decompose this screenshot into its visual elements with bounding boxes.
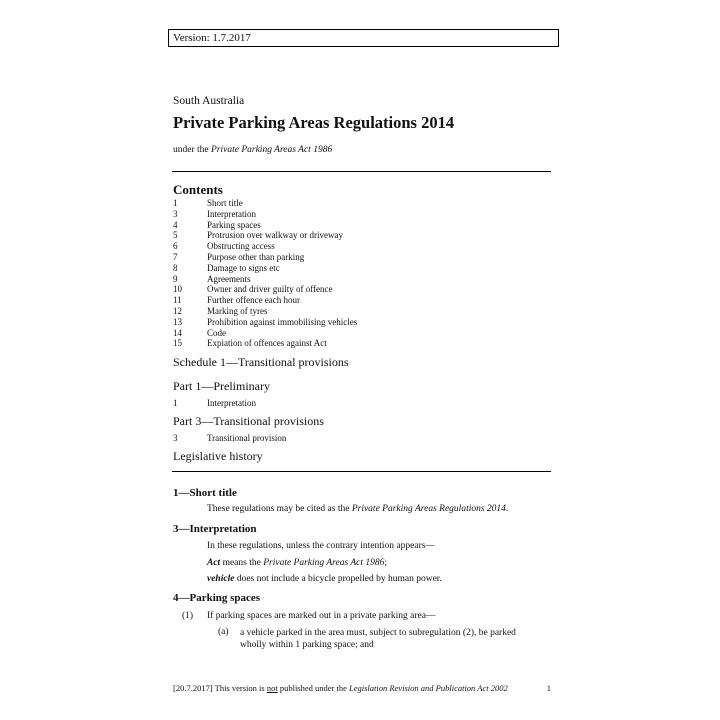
section-3-intro: In these regulations, unless the contrary intention appears— <box>207 541 435 551</box>
toc-item[interactable] <box>173 328 551 339</box>
toc-item-number: 11 <box>173 295 182 306</box>
toc-legislative-history[interactable]: Legislative history <box>173 449 263 463</box>
section-1-heading: 1—Short title <box>173 487 237 499</box>
toc-item[interactable] <box>173 306 551 317</box>
toc-item[interactable] <box>173 317 551 328</box>
toc-item-title: Obstructing access <box>207 241 275 252</box>
toc-item-title: Protrusion over walkway or driveway <box>207 230 343 241</box>
act-name: Private Parking Areas Act 1986 <box>263 558 385 568</box>
defined-term: Act <box>207 558 221 568</box>
version-box <box>168 29 559 47</box>
contents-heading: Contents <box>173 182 223 197</box>
defined-term: vehicle <box>207 574 235 584</box>
enabling-act-prefix: under the <box>173 145 211 155</box>
toc-item-number: 5 <box>173 230 178 241</box>
toc-item-number: 7 <box>173 251 178 262</box>
toc-item-number: 10 <box>173 284 182 295</box>
toc-item-title: Short title <box>207 198 243 208</box>
toc-item[interactable] <box>173 284 551 295</box>
text-run: published under the <box>277 683 349 693</box>
toc-part-1-item[interactable] <box>173 398 256 408</box>
toc-item[interactable] <box>173 220 551 231</box>
toc-item-number: 15 <box>173 338 182 349</box>
subregulation-text: If parking spaces are marked out in a private parking area— <box>207 611 436 621</box>
toc-item-title: Code <box>207 327 226 338</box>
toc-item-title: Owner and driver guilty of offence <box>207 284 333 295</box>
toc-item-title: Parking spaces <box>207 219 261 230</box>
toc-item[interactable] <box>173 209 551 220</box>
text-run: . <box>505 504 509 514</box>
contents-list <box>173 198 551 349</box>
citation-name: Private Parking Areas Regulations 2014 <box>351 504 506 514</box>
section-1-text <box>207 504 508 514</box>
toc-item-title: Damage to signs etc <box>207 262 280 273</box>
enabling-act-name: Private Parking Areas Act 1986 <box>211 145 333 155</box>
text-run: This version is <box>212 683 267 693</box>
toc-item-title: Agreements <box>207 273 251 284</box>
text-run: These regulations may be cited as the <box>207 504 352 514</box>
paragraph-text: a vehicle parked in the area must, subject to subregulation (2), be parked wholly within 1 parking space; and <box>240 628 516 650</box>
toc-item[interactable] <box>173 295 551 306</box>
toc-item-number: 4 <box>173 219 178 230</box>
enabling-act-line <box>173 145 332 155</box>
toc-item-number: 3 <box>173 208 178 219</box>
page-number: 1 <box>546 683 551 693</box>
toc-item-number: 1 <box>173 398 178 408</box>
footer-act-name: Legislation Revision and Publication Act 2002 <box>349 683 508 693</box>
toc-part-3-item[interactable] <box>173 433 286 443</box>
toc-item-title: Marking of tyres <box>207 305 268 316</box>
definition-vehicle <box>207 574 442 584</box>
toc-item-number: 3 <box>173 433 178 443</box>
toc-schedule[interactable]: Schedule 1—Transitional provisions <box>173 355 349 369</box>
toc-part-3[interactable]: Part 3—Transitional provisions <box>173 414 324 428</box>
document-title: Private Parking Areas Regulations 2014 <box>173 113 455 132</box>
footer-text <box>173 683 508 693</box>
toc-item-number: 12 <box>173 305 182 316</box>
toc-item-title: Interpretation <box>207 398 256 408</box>
toc-item[interactable] <box>173 252 551 263</box>
toc-item-number: 9 <box>173 273 178 284</box>
toc-item[interactable] <box>173 263 551 274</box>
emphasis-not: not <box>266 683 278 693</box>
jurisdiction-label: South Australia <box>173 95 245 107</box>
paragraph-number: (a) <box>218 627 229 637</box>
toc-item-title: Transitional provision <box>207 433 287 443</box>
toc-item[interactable] <box>173 241 551 252</box>
toc-item-title: Prohibition against immobilising vehicles <box>207 316 358 327</box>
text-run: ; <box>384 558 388 568</box>
version-label: Version: 1.7.2017 <box>173 32 251 44</box>
divider <box>172 471 551 472</box>
toc-item-title: Purpose other than parking <box>207 251 305 262</box>
toc-item-number: 6 <box>173 241 178 252</box>
toc-item-number: 8 <box>173 262 178 273</box>
section-4-heading: 4—Parking spaces <box>173 592 261 604</box>
toc-item[interactable] <box>173 230 551 241</box>
toc-item-title: Further offence each hour <box>207 295 301 306</box>
toc-item-number: 1 <box>173 198 178 208</box>
toc-item[interactable] <box>173 274 551 285</box>
text-run: does not include a bicycle propelled by human power. <box>234 574 442 584</box>
toc-item[interactable] <box>173 338 551 349</box>
page-footer <box>173 683 551 693</box>
toc-item-number: 13 <box>173 316 182 327</box>
definition-act <box>207 558 387 568</box>
subregulation-1 <box>182 611 435 621</box>
paragraph-a <box>218 627 538 651</box>
footer-date: [20.7.2017] <box>173 683 213 693</box>
toc-item[interactable] <box>173 198 551 209</box>
section-3-heading: 3—Interpretation <box>173 523 257 535</box>
toc-item-number: 14 <box>173 327 182 338</box>
toc-item-title: Expiation of offences against Act <box>207 338 327 349</box>
divider <box>172 171 551 172</box>
toc-part-1[interactable]: Part 1—Preliminary <box>173 379 270 393</box>
toc-item-title: Interpretation <box>207 208 256 219</box>
text-run: means the <box>220 558 264 568</box>
subregulation-number: (1) <box>182 611 194 621</box>
